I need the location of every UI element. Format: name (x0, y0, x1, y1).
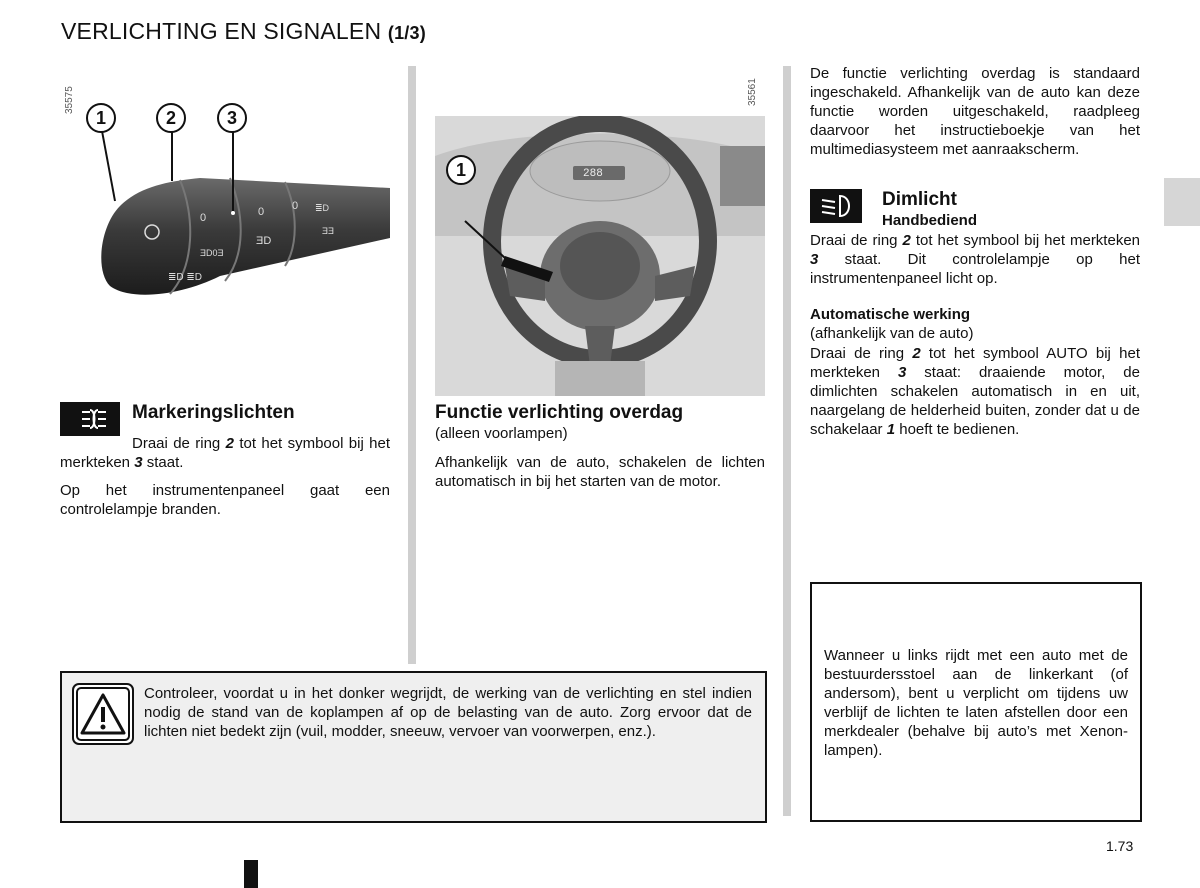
ring-mark-1: 0 (200, 212, 207, 224)
auto-subheading: (afhankelijk van de auto) (810, 325, 974, 342)
position-lights-symbol (60, 402, 120, 436)
wheel-drawing (435, 116, 765, 396)
svg-text:ƎD0Ǝ: ƎD0Ǝ (200, 248, 224, 258)
auto-paragraph: Draai de ring 2 tot het symbool AUTO bij het merkteken 3 staat: draaiende motor, de dimlichten schakelen automatisch in en uit, naargelang de helderheid buiten, zonder dat u de schakelaar 1 hoeft te bedienen. (810, 345, 1140, 438)
page-title (61, 18, 426, 45)
svg-text:≣D ≣D: ≣D ≣D (168, 272, 202, 283)
markers-paragraph-1: Draai de ring 2 tot het symbool bij het merkteken 3 staat. (60, 435, 390, 471)
dipped-beam-symbol (810, 189, 862, 223)
column-divider-left (408, 66, 416, 664)
bottom-registration-mark (244, 860, 258, 888)
auto-heading: Automatische werking (810, 306, 971, 323)
dipped-beam-subheading: Handbediend (882, 212, 978, 229)
steering-wheel-illustration (435, 66, 765, 396)
right-intro-paragraph: De functie verlichting overdag is standaard ingeschakeld. Afhankelijk van de auto kan deze functie worden uitgeschakeld, raadpleeg daarvoor het instructieboekje van het multimediasysteem met aanraakscherm. (810, 65, 1140, 158)
column-divider-right (783, 66, 791, 816)
callout-1: 1 (86, 103, 116, 133)
svg-text:≣D: ≣D (315, 203, 330, 213)
warning-triangle-icon (72, 683, 134, 745)
warning-box (60, 671, 767, 823)
dipped-beam-icon (810, 189, 862, 223)
stalk-illustration (60, 66, 400, 316)
note-text: Wanneer u links rijdt met een auto met de bestuurdersstoel aan de linkerkant (of andersom), bent u verplicht om tijdens uw verblijf de lichten te laten afstellen door een merkdealer (behalve bij auto’s met Xenon-lampen). (824, 647, 1128, 759)
callout-center-1: 1 (446, 155, 476, 185)
callout-3: 3 (217, 103, 247, 133)
daylight-heading: Functie verlichting overdag (435, 402, 684, 423)
markers-paragraph-2: Op het instrumentenpaneel gaat een controlelampje branden. (60, 482, 390, 518)
cluster-display: 288 (583, 168, 603, 180)
dipped-beam-heading: Dimlicht (882, 189, 957, 210)
daylight-paragraph: Afhankelijk van de auto, schakelen de lichten automatisch in bij het starten van de motor. (435, 454, 765, 490)
ring-mark-2: 0 (258, 206, 265, 218)
page-title-text: VERLICHTING EN SIGNALEN (61, 18, 382, 44)
figure-id: 35575 (64, 86, 75, 114)
ring-mark-3: 0 (292, 200, 299, 212)
note-box (810, 582, 1142, 822)
position-lights-icon (60, 402, 120, 436)
dipped-beam-paragraph: Draai de ring 2 tot het symbool bij het merkteken 3 staat. Dit controlelampje op het instrumentenpaneel licht op. (810, 232, 1141, 287)
svg-text:ƎD: ƎD (256, 235, 272, 247)
svg-text:ƎƎ: ƎƎ (322, 226, 335, 236)
figure-id-center: 35561 (747, 78, 758, 106)
markers-heading: Markeringslichten (132, 402, 295, 423)
page-title-part: (1/3) (387, 23, 426, 43)
callout-2: 2 (156, 103, 186, 133)
daylight-subheading: (alleen voorlampen) (435, 425, 568, 442)
page-number: 1.73 (1106, 838, 1134, 854)
warning-text: Controleer, voordat u in het donker wegrijdt, de werking van de verlichting en stel indien nodig de stand van de koplampen af op de belasting van de auto. Zorg ervoor dat de lichten niet bedekt zijn (vuil, modder, sneeuw, vervoer van voorwerpen, enz.). (144, 685, 752, 740)
chapter-tab-marker (1164, 178, 1200, 226)
